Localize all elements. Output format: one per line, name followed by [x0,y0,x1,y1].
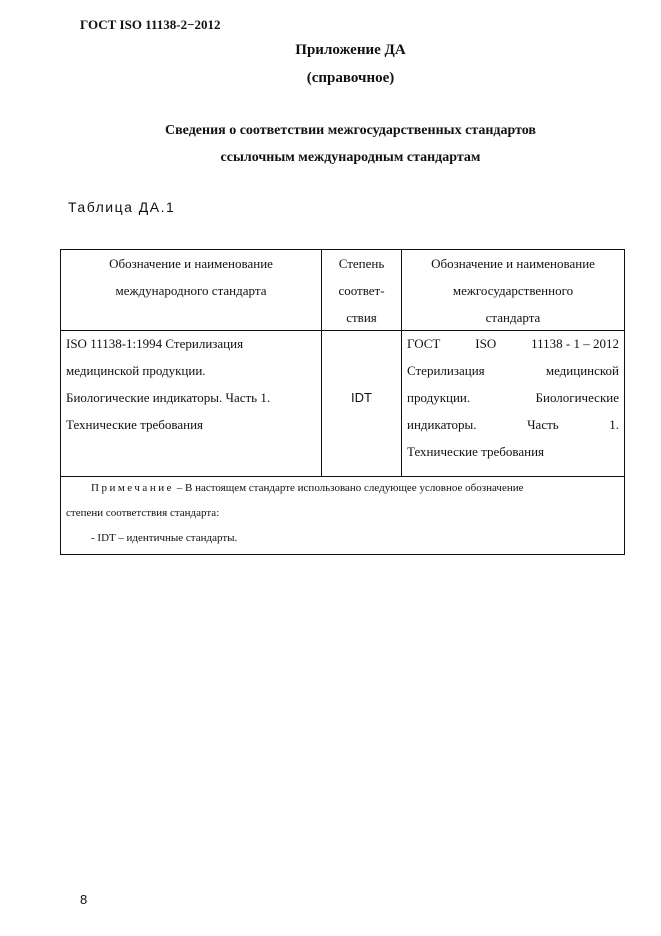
correspondence-table [60,249,625,555]
table-caption: Таблица ДА.1 [68,199,176,215]
row-col1-line1: ISO 11138-1:1994 Стерилизация [66,336,244,351]
row-col3-line5: Технические требования [407,444,545,459]
note-text1: – В настоящем стандарте использовано следующее условное обозначение [173,482,524,494]
note-line1 [66,476,621,501]
header-degree-of-conformity [322,250,401,331]
row-col1-line4: Технические требования [66,417,204,432]
row-col3-line1: ГОСТ ISO 11138 - 1 – 2012 [407,336,619,351]
header-col2-line3: ствия [346,310,377,325]
section-title-line1: Сведения о соответствии межгосударственных стандартов [165,123,536,138]
row-col3-line3: продукции. Биологические [407,390,619,405]
note-label: Примечание [91,482,174,494]
note-line3: - IDT – идентичные стандарты. [91,532,238,544]
section-title-line2: ссылочным международным стандартам [220,150,481,165]
header-col1-line2: международного стандарта [115,283,267,298]
note-line2: степени соответствия стандарта: [66,507,220,519]
header-international-standard [61,250,321,304]
header-col2-line2: соответ- [338,283,385,298]
row-col3-line4: индикаторы. Часть 1. [407,417,619,432]
header-col1-line1: Обозначение и наименование [109,256,273,271]
row-interstate-standard [407,330,619,465]
appendix-title: Приложение ДА [295,42,406,58]
table-note [66,476,621,551]
header-col3-line2: межгосударственного [452,283,574,298]
header-col3-line1: Обозначение и наименование [431,256,595,271]
page-number: 8 [80,892,88,907]
row-col1-line2: медицинской продукции. [66,363,206,378]
appendix-type: (справочное) [306,70,395,86]
row-col3-line2: Стерилизация медицинской [407,363,619,378]
header-interstate-standard [402,250,624,331]
row-col1-line3: Биологические индикаторы. Часть 1. [66,390,271,405]
header-col3-line3: стандарта [485,310,541,325]
header-col2-line1: Степень [338,256,385,271]
document-code: ГОСТ ISO 11138-2−2012 [80,17,221,32]
row-international-standard [66,330,318,438]
row-degree-idt: IDT [351,390,372,405]
